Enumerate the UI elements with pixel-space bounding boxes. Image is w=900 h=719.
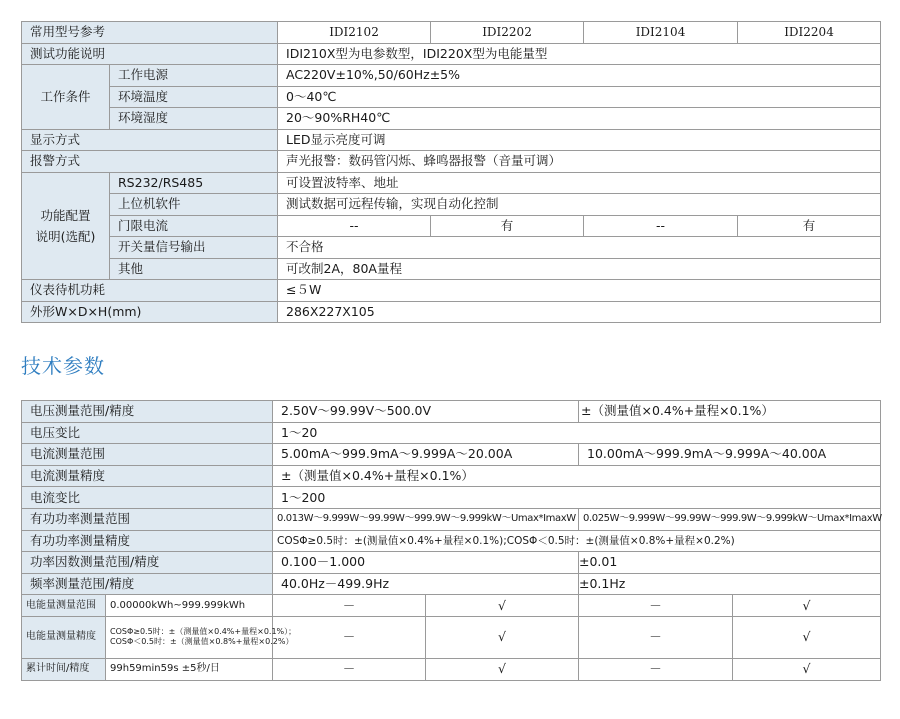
tech-table bbox=[21, 400, 881, 681]
cell-mark: √ bbox=[733, 658, 881, 680]
group-label: 工作条件 bbox=[22, 65, 110, 130]
row-label: 测试功能说明 bbox=[22, 43, 278, 65]
row-label: 频率测量范围/精度 bbox=[22, 573, 273, 595]
row-value: 可改制2A，80A量程 bbox=[278, 258, 881, 280]
row-value: 0.013W～9.999W～99.99W～999.9W～9.999kW～Umax*ImaxW bbox=[273, 508, 579, 530]
row-value: IDI210X型为电参数型，IDI220X型为电能量型 bbox=[278, 43, 881, 65]
table-row bbox=[22, 616, 881, 658]
row-label: 报警方式 bbox=[22, 151, 278, 173]
model-name: IDI2104 bbox=[584, 22, 738, 44]
table-row bbox=[22, 237, 881, 259]
row-label: 外形W×D×H(mm) bbox=[22, 301, 278, 323]
row-value: 40.0Hz－499.9Hz bbox=[273, 573, 579, 595]
row-label: 工作电源 bbox=[110, 65, 278, 87]
table-row bbox=[22, 65, 881, 87]
row-label: 门限电流 bbox=[110, 215, 278, 237]
table-row bbox=[22, 595, 881, 617]
model-row bbox=[22, 22, 881, 44]
row-accuracy: ±0.01 bbox=[579, 552, 881, 574]
cell-value: 有 bbox=[738, 215, 881, 237]
row-label: 电压测量范围/精度 bbox=[22, 401, 273, 423]
table-row bbox=[22, 215, 881, 237]
row-label: 累计时间/精度 bbox=[22, 658, 106, 680]
table-row bbox=[22, 194, 881, 216]
row-label: 有功功率测量范围 bbox=[22, 508, 273, 530]
row-label: RS232/RS485 bbox=[110, 172, 278, 194]
table-row bbox=[22, 258, 881, 280]
cell-mark: √ bbox=[426, 595, 579, 617]
table-row bbox=[22, 129, 881, 151]
row-label: 其他 bbox=[110, 258, 278, 280]
table-row bbox=[22, 172, 881, 194]
group-label-line: 说明(选配) bbox=[35, 228, 96, 244]
table-row bbox=[22, 487, 881, 509]
cell-value: -- bbox=[278, 215, 431, 237]
table-row bbox=[22, 658, 881, 680]
row-label: 上位机软件 bbox=[110, 194, 278, 216]
row-accuracy: ±0.1Hz bbox=[579, 573, 881, 595]
row-value: 声光报警：数码管闪烁、蜂鸣器报警（音量可调） bbox=[278, 151, 881, 173]
table-row bbox=[22, 401, 881, 423]
row-label: 电能量测量范围 bbox=[22, 595, 106, 617]
row-value: 0～40℃ bbox=[278, 86, 881, 108]
row-label: 电流变比 bbox=[22, 487, 273, 509]
row-value: AC220V±10%,50/60Hz±5% bbox=[278, 65, 881, 87]
row-value: 5.00mA～999.9mA～9.999A～20.00A bbox=[273, 444, 579, 466]
row-label: 功率因数测量范围/精度 bbox=[22, 552, 273, 574]
row-value: 1～20 bbox=[273, 422, 881, 444]
row-value: COSΦ≥0.5时：±(测量值×0.4%+量程×0.1%);COSΦ＜0.5时：±(测量值×0.8%+量程×0.2%) bbox=[273, 530, 881, 552]
row-value: 0.00000kWh~999.999kWh bbox=[106, 595, 273, 617]
cell-mark: √ bbox=[733, 616, 881, 658]
cell-value: -- bbox=[584, 215, 738, 237]
model-label: 常用型号参考 bbox=[22, 22, 278, 44]
table-row bbox=[22, 422, 881, 444]
table-row bbox=[22, 444, 881, 466]
row-label: 开关量信号输出 bbox=[110, 237, 278, 259]
model-name: IDI2102 bbox=[278, 22, 431, 44]
table-row bbox=[22, 86, 881, 108]
cell-mark: － bbox=[579, 658, 733, 680]
row-value: 10.00mA～999.9mA～9.999A～40.00A bbox=[579, 444, 881, 466]
row-value: 1～200 bbox=[273, 487, 881, 509]
row-value: 0.025W～9.999W～99.99W～999.9W～9.999kW～Umax*ImaxW bbox=[579, 508, 881, 530]
model-name: IDI2204 bbox=[738, 22, 881, 44]
cell-mark: √ bbox=[426, 616, 579, 658]
row-value: ≤５W bbox=[278, 280, 881, 302]
cell-mark: － bbox=[273, 658, 426, 680]
section-title: 技术参数 bbox=[21, 354, 105, 378]
cell-mark: √ bbox=[426, 658, 579, 680]
row-value: 286X227X105 bbox=[278, 301, 881, 323]
spec-table bbox=[21, 21, 881, 323]
row-value-line: COSΦ＜0.5时：±（测量值×0.8%+量程×0.2%） bbox=[110, 637, 294, 647]
row-value: 0.100－1.000 bbox=[273, 552, 579, 574]
row-value: 不合格 bbox=[278, 237, 881, 259]
table-row bbox=[22, 465, 881, 487]
table-row bbox=[22, 573, 881, 595]
table-row bbox=[22, 508, 881, 530]
table-row bbox=[22, 301, 881, 323]
cell-mark: － bbox=[273, 616, 426, 658]
table-row bbox=[22, 552, 881, 574]
row-value: 2.50V～99.99V～500.0V bbox=[273, 401, 579, 423]
row-value: 99h59min59s ±5秒/日 bbox=[106, 658, 273, 680]
row-label: 电流测量范围 bbox=[22, 444, 273, 466]
row-label: 电流测量精度 bbox=[22, 465, 273, 487]
table-row bbox=[22, 530, 881, 552]
row-label: 环境温度 bbox=[110, 86, 278, 108]
row-value: ±（测量值×0.4%+量程×0.1%） bbox=[273, 465, 881, 487]
row-value: 测试数据可远程传输，实现自动化控制 bbox=[278, 194, 881, 216]
cell-mark: － bbox=[579, 616, 733, 658]
cell-value: 有 bbox=[431, 215, 584, 237]
row-label: 电压变比 bbox=[22, 422, 273, 444]
row-label: 显示方式 bbox=[22, 129, 278, 151]
cell-mark: － bbox=[273, 595, 426, 617]
row-value: 20～90%RH40℃ bbox=[278, 108, 881, 130]
model-name: IDI2202 bbox=[431, 22, 584, 44]
table-row bbox=[22, 151, 881, 173]
cell-mark: √ bbox=[733, 595, 881, 617]
group-label-line: 功能配置 bbox=[40, 207, 91, 223]
row-label: 电能量测量精度 bbox=[22, 616, 106, 658]
table-row bbox=[22, 280, 881, 302]
row-label: 仪表待机功耗 bbox=[22, 280, 278, 302]
row-value bbox=[106, 616, 297, 658]
cell-mark: － bbox=[579, 595, 733, 617]
table-row bbox=[22, 43, 881, 65]
row-accuracy: ±（测量值×0.4%+量程×0.1%） bbox=[579, 401, 881, 423]
table-row bbox=[22, 108, 881, 130]
row-label: 有功功率测量精度 bbox=[22, 530, 273, 552]
row-value: LED显示亮度可调 bbox=[278, 129, 881, 151]
row-value-line: COSΦ≥0.5时：±（测量值×0.4%+量程×0.1%）； bbox=[110, 627, 297, 637]
row-label: 环境湿度 bbox=[110, 108, 278, 130]
row-value: 可设置波特率、地址 bbox=[278, 172, 881, 194]
group-label bbox=[22, 172, 110, 280]
